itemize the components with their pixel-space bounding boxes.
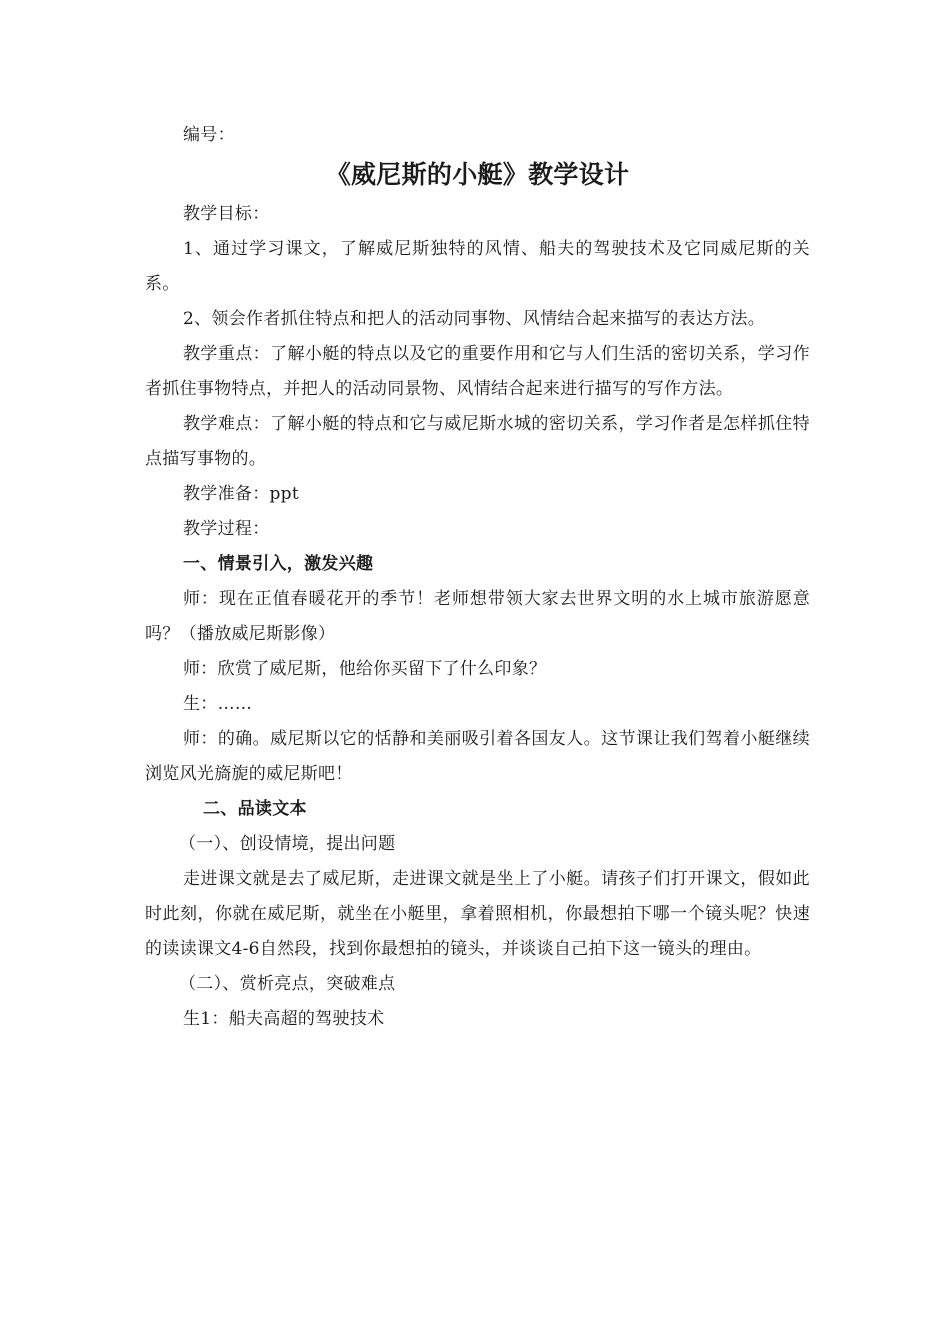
teaching-process-label: 教学过程： xyxy=(183,519,270,539)
section-1-paragraph: 师：现在正值春暖花开的季节！老师想带领大家去世界文明的水上城市旅游愿意吗？（播放威尼斯影像） xyxy=(145,589,810,644)
subsection-1-heading: （一）、创设情境，提出问题 xyxy=(179,834,396,854)
section-1-heading: 一、情景引入，激发兴趣 xyxy=(183,554,374,574)
section-1-paragraph: 生：…… xyxy=(183,694,253,714)
section-2-heading: 二、品读文本 xyxy=(203,799,307,819)
subsection-2-heading: （二）、赏析亮点，突破难点 xyxy=(179,974,396,994)
section-1-paragraph: 师：欣赏了威尼斯，他给你买留下了什么印象？ xyxy=(183,659,547,679)
teaching-difficulties: 教学难点：了解小艇的特点和它与威尼斯水城的密切关系，学习作者是怎样抓住特点描写事物的。 xyxy=(145,414,810,469)
teaching-goal-2: 2、领会作者抓住特点和把人的活动同事物、风情结合起来描写的表达方法。 xyxy=(183,309,766,329)
teaching-preparation: 教学准备：ppt xyxy=(183,484,299,504)
document-title: 《威尼斯的小艇》教学设计 xyxy=(325,160,630,189)
section-2-paragraph: 走进课文就是去了威尼斯，走进课文就是坐上了小艇。请孩子们打开课文，假如此时此刻，你就在威尼斯，就坐在小艇里，拿着照相机，你最想拍下哪一个镜头呢？快速的读读课文4-6自然段，找到你最想拍的镜头，并谈谈自己拍下这一镜头的理由。 xyxy=(145,869,810,959)
document-page xyxy=(145,118,810,1037)
document-number-label: 编号： xyxy=(183,125,235,145)
section-1-paragraph: 师：的确。威尼斯以它的恬静和美丽吸引着各国友人。这节课让我们驾着小艇继续浏览风光旖旎的威尼斯吧！ xyxy=(145,729,810,784)
teaching-goals-label: 教学目标： xyxy=(183,204,270,224)
section-2-paragraph: 生1：船夫高超的驾驶技术 xyxy=(183,1009,385,1029)
teaching-goal-1: 1、通过学习课文，了解威尼斯独特的风情、船夫的驾驶技术及它同威尼斯的关系。 xyxy=(145,239,810,294)
teaching-key-points: 教学重点：了解小艇的特点以及它的重要作用和它与人们生活的密切关系，学习作者抓住事物特点，并把人的活动同景物、风情结合起来进行描写的写作方法。 xyxy=(145,344,810,399)
